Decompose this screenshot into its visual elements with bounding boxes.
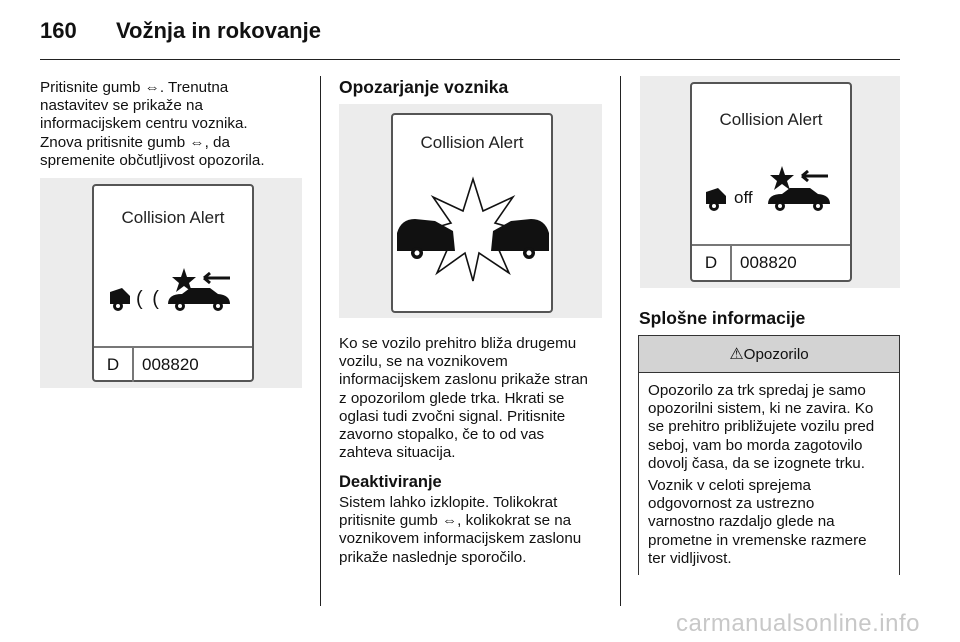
text-line: opozorilni sistem, ki ne zavira. Ko xyxy=(648,400,874,418)
text-line: varnostno razdaljo glede na xyxy=(648,513,835,531)
text-line: z opozorilom glede trka. Hkrati se xyxy=(339,389,565,407)
text-line: Znova pritisnite gumb ⇔, da xyxy=(40,133,230,151)
text-line: pritisnite gumb ⇔, kolikokrat se na xyxy=(339,512,572,530)
off-label: off xyxy=(734,188,753,207)
page-number: 160 xyxy=(40,18,77,43)
text-line: informacijskem zaslonu prikaže stran xyxy=(339,371,588,389)
text-line: odgovornost za ustrezno xyxy=(648,495,815,513)
section-heading-driver-alert: Opozarjanje voznika xyxy=(339,77,509,97)
chapter-title: Vožnja in rokovanje xyxy=(116,18,321,43)
display-title: Collision Alert xyxy=(420,133,524,152)
warning-box-body xyxy=(638,373,900,575)
gear-indicator: D xyxy=(692,246,732,280)
text-line: vozilu, se na voznikovem xyxy=(339,353,508,371)
text-line: seboj, vam bo morda zagotovilo xyxy=(648,436,863,454)
text-line: informacijskem centru voznika. xyxy=(40,115,248,133)
display-illustration-sensitivity xyxy=(40,178,302,388)
text-line: se prehitro približujete vozilu pred xyxy=(648,418,875,436)
display-title: Collision Alert xyxy=(121,208,225,227)
collision-alert-icon xyxy=(106,266,246,326)
instrument-display xyxy=(92,184,254,382)
warning-triangle-icon: ⚠ xyxy=(729,346,744,363)
odometer-value: 008820 xyxy=(740,253,797,272)
warning-title: Opozorilo xyxy=(743,346,809,363)
gear-indicator: D xyxy=(94,348,134,382)
sensitivity-indicator: ( ( xyxy=(136,288,161,310)
column-divider-1 xyxy=(320,76,321,606)
text-line: oglasi tudi zvočni signal. Pritisnite xyxy=(339,407,566,425)
text-line: dovolj časa, da se izognete trku. xyxy=(648,454,865,472)
warning-paragraph-1 xyxy=(648,382,898,473)
intro-paragraph xyxy=(40,79,310,170)
instrument-display xyxy=(391,113,553,313)
display-illustration-collision xyxy=(339,104,602,318)
text-line: Voznik v celoti sprejema xyxy=(648,477,811,494)
collision-burst-icon xyxy=(395,173,551,283)
deactivation-paragraph xyxy=(339,494,614,567)
collision-alert-off-icon xyxy=(702,164,844,220)
odometer-row xyxy=(94,346,252,382)
text-line: zavorno stopalko, če to od vas xyxy=(339,426,545,444)
text-line: voznikovem informacijskem zaslonu xyxy=(339,530,582,548)
text-line: ter vidljivost. xyxy=(648,549,732,567)
header-divider xyxy=(40,59,900,60)
section-heading-general-info: Splošne informacije xyxy=(639,308,806,328)
text-line: Opozorilo za trk spredaj je samo xyxy=(648,382,866,399)
text-line: spremenite občutljivost opozorila. xyxy=(40,151,265,169)
column-divider-2 xyxy=(620,76,621,606)
text-line: nastavitev se prikaže na xyxy=(40,97,203,115)
text-line: Pritisnite gumb ⇔. Trenutna xyxy=(40,79,229,96)
text-line: zahteva situacija. xyxy=(339,444,456,462)
odometer-row xyxy=(692,244,850,280)
odometer-value: 008820 xyxy=(142,355,199,374)
text-line: prikaže naslednje sporočilo. xyxy=(339,548,527,566)
warning-paragraph-2 xyxy=(648,477,898,568)
text-line: Sistem lahko izklopite. Tolikokrat xyxy=(339,494,558,511)
text-line: Ko se vozilo prehitro bliža drugemu xyxy=(339,335,577,352)
watermark: carmanualsonline.info xyxy=(676,610,920,637)
driver-alert-paragraph xyxy=(339,335,614,462)
display-illustration-off xyxy=(640,76,900,288)
subheading-deactivation: Deaktiviranje xyxy=(339,473,442,491)
warning-box-header xyxy=(638,335,900,373)
display-title: Collision Alert xyxy=(719,110,823,129)
text-line: prometne in vremenske razmere xyxy=(648,531,867,549)
instrument-display xyxy=(690,82,852,282)
